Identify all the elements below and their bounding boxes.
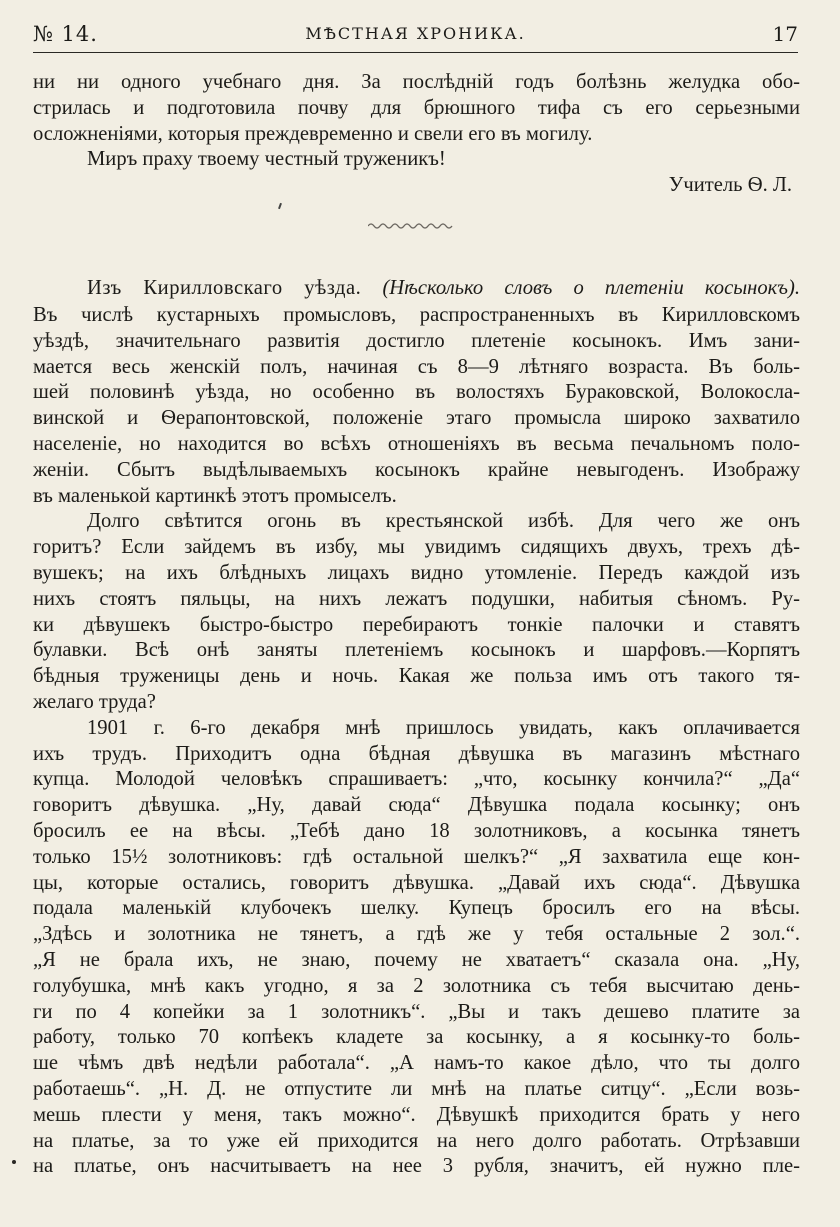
text-line: бросилъ ее на вѣсы. „Тебѣ дано 18 золотниковъ, а косынка тянетъ: [33, 819, 800, 842]
text-line: стрилась и подготовила почву для брюшного тифа съ его серьезными: [33, 96, 800, 119]
text-line: горитъ? Если зайдемъ въ избу, мы увидимъ сидящихъ двухъ, трехъ дѣ-: [33, 536, 800, 559]
text-line: Миръ праху твоему честный труженикъ!: [87, 148, 446, 171]
text-line: работаешь“. „Н. Д. не отпустите ли мнѣ на платье ситцу“. „Если возь-: [33, 1077, 800, 1100]
text-line: бѣдныя труженицы день и ночь. Какая же польза имъ отъ такого тя-: [33, 665, 800, 688]
text-line: работу, только 70 копѣекъ кладете за косынку, а я косынку-то боль-: [33, 1026, 800, 1049]
text-line: булавки. Всѣ онѣ заняты плетеніемъ косынокъ и шарфовъ.—Корпятъ: [33, 639, 800, 662]
text-line: ше чѣмъ двѣ недѣли работала“. „А намъ-то какое дѣло, что ты долго: [33, 1052, 800, 1075]
signature: Учитель Ѳ. Л.: [668, 174, 792, 197]
text-line: осложненіями, которыя преждевременно и свели его въ могилу.: [33, 122, 593, 145]
text-line: мается весь женскій полъ, начиная съ 8—9 лѣтняго возраста. Въ боль-: [33, 355, 800, 378]
issue-number: № 14.: [33, 22, 98, 46]
text-line: на платье, за то уже ей приходится на него долго работать. Отрѣзавши: [33, 1129, 800, 1152]
text-line: населеніе, но находится во всѣхъ отношеніяхъ въ весьма печальномъ поло-: [33, 432, 800, 455]
text-line: уѣздѣ, значительнаго развитія достигло плетеніе косынокъ. Имъ зани-: [33, 329, 800, 352]
text-line: желаго труда?: [33, 690, 156, 713]
text-line: женіи. Сбытъ выдѣлываемыхъ косынокъ крайне невыгоденъ. Изображу: [33, 458, 800, 481]
text-line: только 15½ золотниковъ: гдѣ остальной шелкъ?“ „Я захватила еще кон-: [33, 845, 800, 868]
article-subtitle: (Нѣсколько словъ о плетеніи косынокъ).: [382, 277, 801, 299]
text-line: Долго свѣтится огонь въ крестьянской избѣ. Для чего же онъ: [87, 510, 800, 533]
section-divider: [368, 222, 454, 230]
article: [33, 276, 800, 1180]
text-line: мешь плести у меня, такъ можно“. Дѣвушкѣ приходится брать у него: [33, 1103, 800, 1126]
text-line: ихъ трудъ. Приходитъ одна бѣдная дѣвушка въ магазинъ мѣстнаго: [33, 742, 800, 765]
text-line: нихъ стоятъ пяльцы, на нихъ лежатъ подушки, набитыя сѣномъ. Ру-: [33, 587, 800, 610]
text-line: на платье, онъ насчитываетъ на нее 3 рубля, значитъ, ей нужно пле-: [33, 1155, 800, 1178]
text-line: „Я не брала ихъ, не знаю, почему не хватаетъ“ сказала она. „Ну,: [33, 948, 800, 971]
text-line: голубушка, мнѣ какъ угодно, я за 2 золотника съ тебя высчитаю день-: [33, 974, 800, 997]
page-number: 17: [772, 22, 798, 46]
text-line: ги по 4 копейки за 1 золотникъ“. „Вы и такъ дешево платите за: [33, 1000, 800, 1023]
section-title: МѢСТНАЯ ХРОНИКА.: [305, 24, 526, 43]
text-line: вушекъ; на ихъ блѣдныхъ лицахъ видно утомленіе. Передъ каждой изъ: [33, 561, 800, 584]
page-header: [33, 22, 798, 53]
text-line: купца. Молодой человѣкъ спрашиваетъ: „что, косынку кончила?“ „Да“: [33, 768, 800, 791]
text-line: 1901 г. 6-го декабря мнѣ пришлось увидать, какъ оплачивается: [87, 716, 800, 739]
article-place: Изъ Кирилловскаго уѣзда.: [87, 277, 362, 299]
text-line: цы, которые остались, говоритъ дѣвушка. „Давай ихъ сюда“. Дѣвушка: [33, 871, 800, 894]
margin-dot: [12, 1160, 16, 1164]
text-line: Въ числѣ кустарныхъ промысловъ, распространенныхъ въ Кирилловскомъ: [33, 304, 800, 326]
text-line: говоритъ дѣвушка. „Ну, давай сюда“ Дѣвушка подала косынку; онъ: [33, 794, 800, 817]
stray-mark: [278, 203, 282, 209]
text-line: винской и Ѳерапонтовской, положеніе этаго промысла широко захватило: [33, 407, 800, 430]
text-line: шей половинѣ уѣзда, но особенно въ волостяхъ Бураковской, Волокосла-: [33, 381, 800, 404]
text-line: подала маленькій клубочекъ шелку. Купецъ бросилъ его на вѣсы.: [33, 897, 800, 920]
obituary-ending: [33, 70, 800, 199]
article-heading: [33, 276, 800, 303]
text-line: ни ни одного учебнаго дня. За послѣдній годъ болѣзнь желудка обо-: [33, 71, 800, 93]
text-line: въ маленькой картинкѣ этотъ промыселъ.: [33, 484, 397, 507]
text-line: „Здѣсь и золотника не тянетъ, а гдѣ же у тебя остальные 2 зол.“.: [33, 923, 800, 946]
text-line: ки дѣвушекъ быстро-быстро перебираютъ тонкіе палочки и ставятъ: [33, 613, 800, 636]
